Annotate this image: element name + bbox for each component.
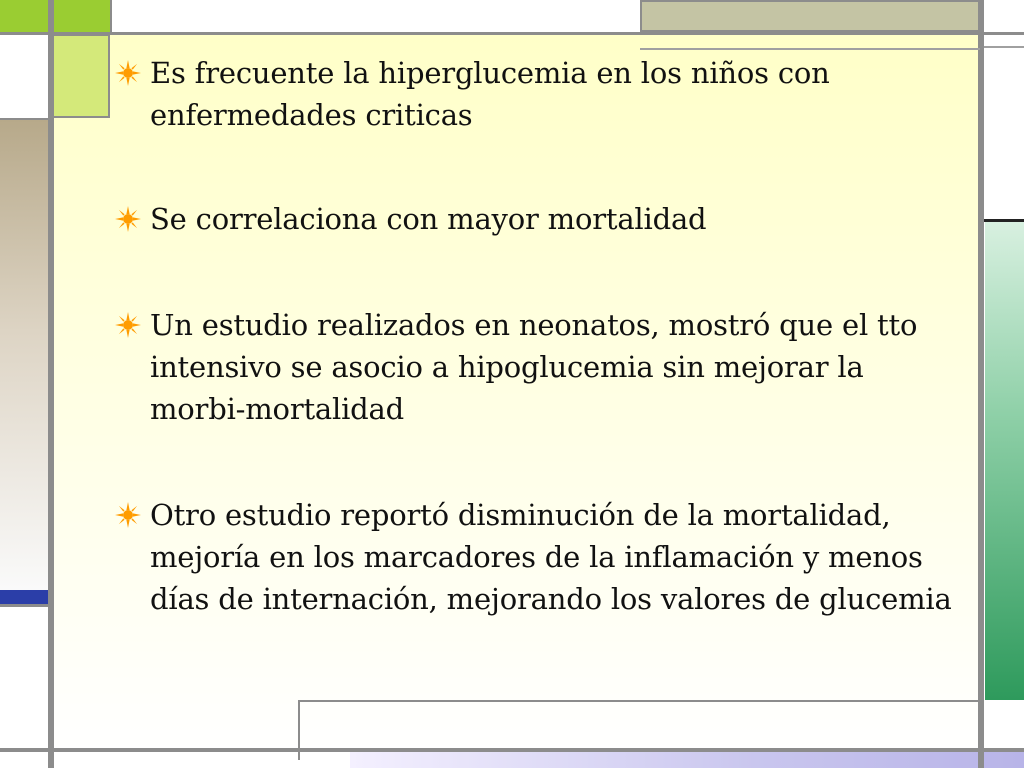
- bullet-item-1: [112, 52, 962, 136]
- bullet-text-1: Es frecuente la hiperglucemia en los niños con enfermedades criticas: [150, 56, 830, 132]
- bottom-outline-box: [298, 700, 980, 760]
- top-right-tan-block: [640, 0, 980, 32]
- sunburst-star-icon: [115, 206, 141, 232]
- grid-line-right-thin-horizontal: [984, 46, 1024, 48]
- bullet-item-4: [112, 494, 962, 620]
- grid-line-right-vertical: [978, 0, 984, 768]
- sunburst-star-icon: [115, 502, 141, 528]
- grid-line-left-horizontal: [0, 118, 48, 120]
- bullet-text-3: Un estudio realizados en neonatos, mostró que el tto intensivo se asocio a hipoglucemia sin mejorar la morbi-mortalidad: [150, 308, 918, 426]
- sunburst-star-icon: [115, 312, 141, 338]
- grid-line-right-black-horizontal: [984, 219, 1024, 222]
- left-tan-gradient-strip: [0, 120, 48, 590]
- top-left-lime-block: [0, 0, 110, 32]
- grid-line-left-lower-horizontal: [0, 604, 48, 607]
- lime-square: [54, 34, 110, 118]
- left-blue-strip: [0, 590, 48, 604]
- sunburst-star-icon: [115, 60, 141, 86]
- right-green-gradient-strip: [985, 222, 1024, 700]
- top-right-thin-line: [640, 48, 980, 50]
- bullet-text-4: Otro estudio reportó disminución de la mortalidad, mejoría en los marcadores de la inflamación y menos días de internación, mejorando los valores de glucemia: [150, 498, 952, 616]
- bullet-item-3: [112, 304, 962, 430]
- bullet-item-2: [112, 198, 962, 240]
- grid-line-top-short-vertical: [110, 0, 112, 34]
- grid-line-top-horizontal: [0, 32, 1024, 35]
- bullet-text-2: Se correlaciona con mayor mortalidad: [150, 202, 707, 236]
- bullet-list: [112, 52, 962, 620]
